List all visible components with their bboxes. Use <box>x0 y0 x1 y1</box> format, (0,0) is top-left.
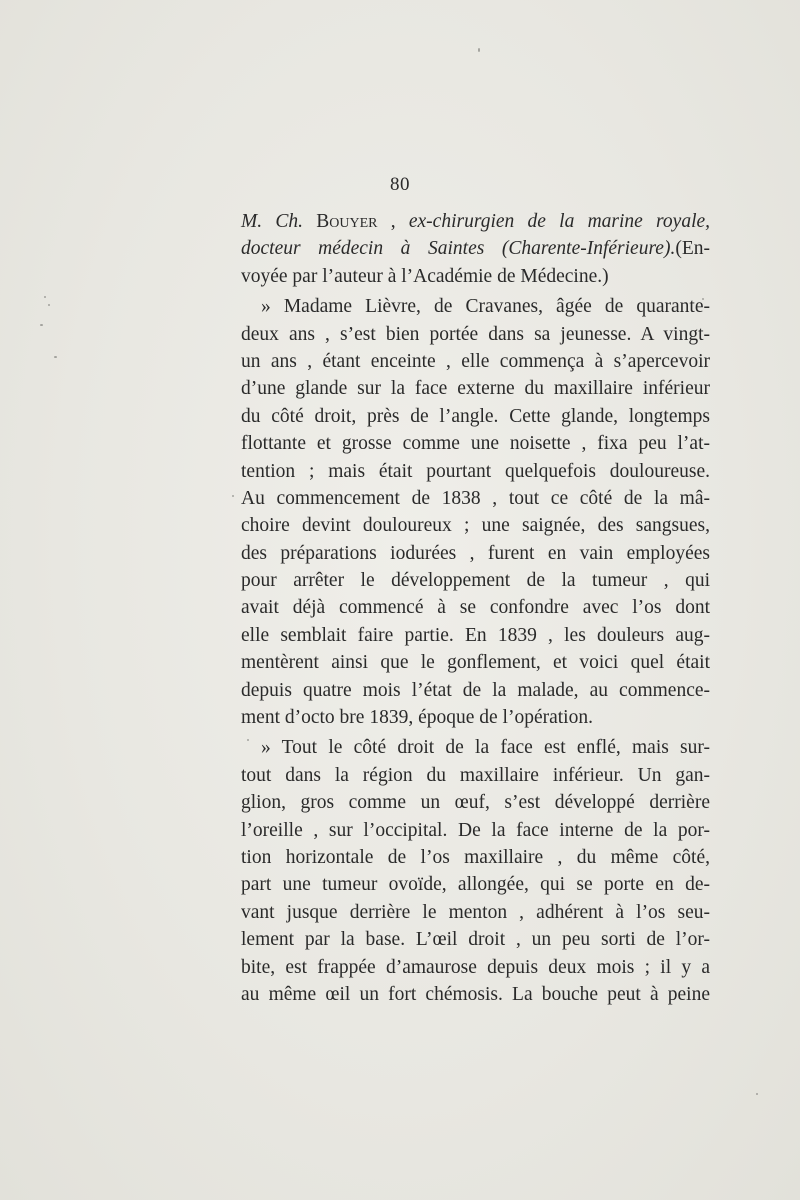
text-line <box>241 622 710 649</box>
text-segment: depuis quatre mois l’état de la malade, au commence- <box>241 679 710 701</box>
text-segment: flottante et grosse comme une noisette , fixa peu l’at- <box>241 433 710 455</box>
text-segment: Au commencement de 1838 , tout ce côté de la mâ- <box>241 487 710 509</box>
text-segment: tention ; mais était pourtant quelquefois douloureuse. <box>241 460 710 482</box>
text-line <box>241 926 710 953</box>
text-segment: Bouyer <box>316 211 378 232</box>
text-line <box>241 594 710 621</box>
text-line <box>241 348 710 375</box>
text-segment: M. Ch. <box>241 211 317 232</box>
text-segment: ment d’octo bre 1839, époque de l’opération. <box>241 707 593 729</box>
text-line <box>241 403 710 430</box>
text-segment: des préparations iodurées , furent en vain employées <box>241 542 710 564</box>
text-segment: » Madame Lièvre, de Cravanes, âgée de quarante- <box>261 296 710 318</box>
text-line <box>241 375 710 402</box>
text-line <box>241 677 710 704</box>
text-segment: ex-chirurgien de la marine royale, <box>408 211 711 232</box>
text-line <box>241 235 710 262</box>
text-line <box>241 817 710 844</box>
text-segment: mentèrent ainsi que le gonflement, et voici quel était <box>241 652 710 674</box>
text-segment: un ans , étant enceinte , elle commença à s’apercevoir <box>241 350 710 372</box>
text-line <box>241 789 710 816</box>
text-line <box>241 734 710 761</box>
text-line <box>241 981 710 1008</box>
body-text <box>241 208 710 1008</box>
text-segment: pour arrêter le développement de la tumeur , qui <box>241 570 710 592</box>
paper-speck <box>756 1093 758 1095</box>
text-line <box>241 485 710 512</box>
text-segment: du côté droit, près de l’angle. Cette glande, longtemps <box>241 405 710 427</box>
text-line <box>241 871 710 898</box>
text-line <box>241 512 710 539</box>
paper-speck <box>478 48 480 52</box>
text-segment: choire devint douloureux ; une saignée, des sangsues, <box>241 515 710 537</box>
text-segment: tion horizontale de l’os maxillaire , du même côté, <box>241 846 710 868</box>
text-line <box>241 263 710 290</box>
text-line <box>241 293 710 320</box>
text-segment: » Tout le côté droit de la face est enflé, mais sur- <box>261 737 710 759</box>
text-line <box>241 458 710 485</box>
text-segment: tout dans la région du maxillaire inférieur. Un gan- <box>241 764 710 786</box>
text-line <box>241 567 710 594</box>
text-segment: d’une glande sur la face externe du maxillaire inférieur <box>241 378 710 400</box>
text-segment: vant jusque derrière le menton , adhérent à l’os seu- <box>241 901 710 923</box>
text-line <box>241 540 710 567</box>
page-number: 80 <box>390 174 410 195</box>
paper-speck <box>40 324 43 326</box>
paragraph <box>241 734 710 1008</box>
paragraph <box>241 208 710 290</box>
text-line <box>241 762 710 789</box>
paper-speck <box>44 296 46 298</box>
paper-speck <box>54 356 57 358</box>
paper-speck <box>232 495 234 497</box>
text-line <box>241 208 710 235</box>
text-segment: glion, gros comme un œuf, s’est développé derrière <box>241 792 710 814</box>
text-segment: elle semblait faire partie. En 1839 , les douleurs aug- <box>241 624 710 646</box>
text-segment: avait déjà commencé à se confondre avec l’os dont <box>241 597 710 619</box>
text-segment: , <box>377 211 409 232</box>
paragraph <box>241 293 710 731</box>
text-segment: part une tumeur ovoïde, allongée, qui se porte en de- <box>241 874 710 896</box>
text-line <box>241 899 710 926</box>
text-segment: voyée par l’auteur à l’Académie de Médecine.) <box>241 265 609 287</box>
text-segment: (En- <box>675 238 710 260</box>
text-line <box>241 430 710 457</box>
text-line <box>241 844 710 871</box>
text-segment: au même œil un fort chémosis. La bouche peut à peine <box>241 983 710 1005</box>
text-line <box>241 649 710 676</box>
text-segment: deux ans , s’est bien portée dans sa jeunesse. A vingt- <box>241 323 710 345</box>
text-segment: docteur médecin à Saintes (Charente-Inférieure). <box>241 238 676 260</box>
text-line <box>241 954 710 981</box>
text-segment: l’oreille , sur l’occipital. De la face interne de la por- <box>241 819 710 841</box>
text-line <box>241 321 710 348</box>
text-segment: bite, est frappée d’amaurose depuis deux mois ; il y a <box>241 956 710 978</box>
text-line <box>241 704 710 731</box>
paper-speck <box>48 304 50 306</box>
text-segment: lement par la base. L’œil droit , un peu sorti de l’or- <box>241 929 710 951</box>
